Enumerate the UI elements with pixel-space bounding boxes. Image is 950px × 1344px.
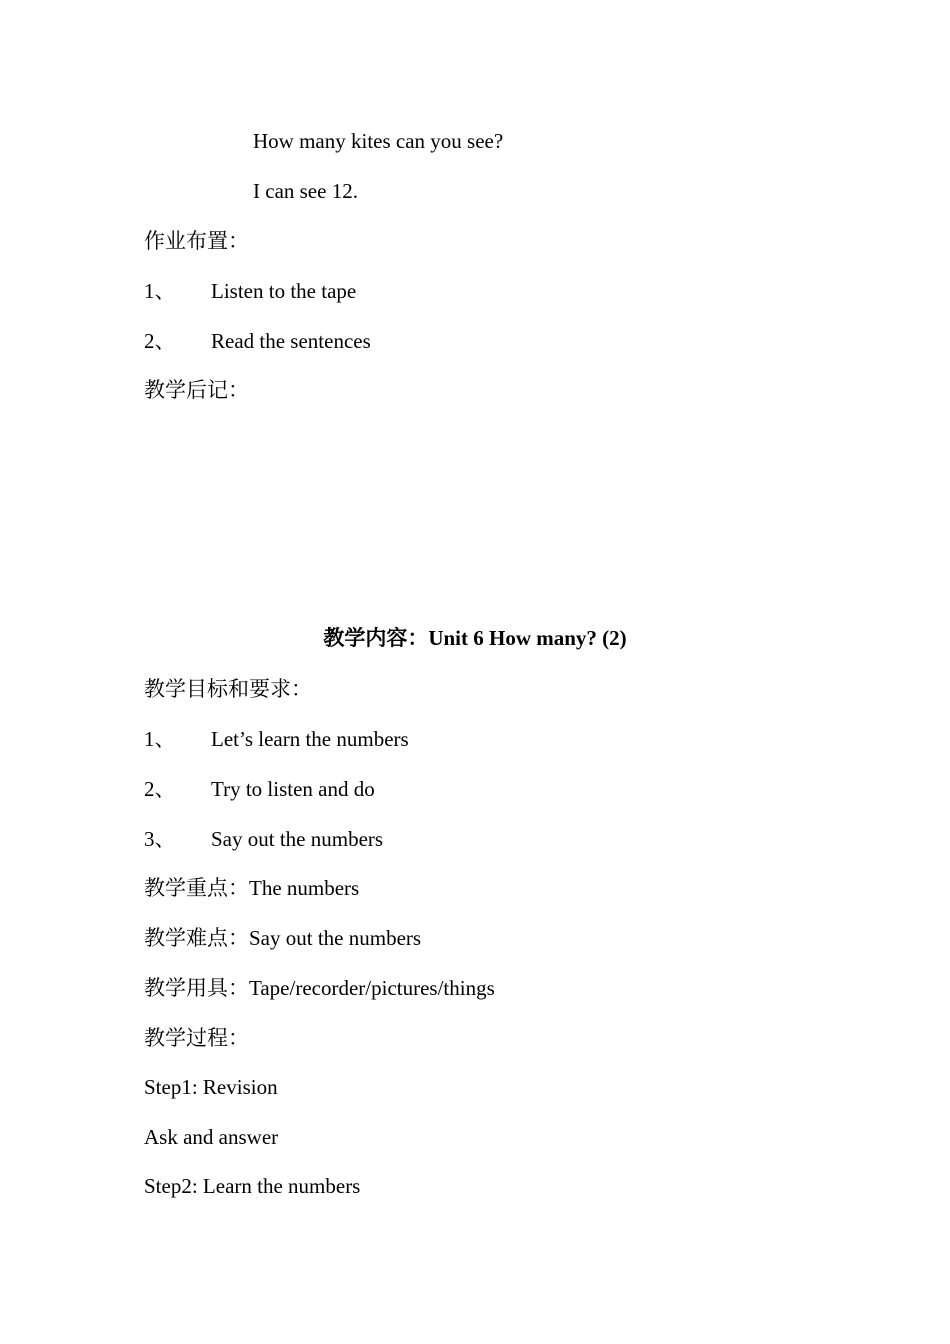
item-text: Read the sentences	[211, 329, 371, 353]
dialogue-line: How many kites can you see?	[253, 129, 504, 153]
item-text: Say out the numbers	[211, 827, 384, 851]
lesson-title: 教学内容：Unit 6 How many? (2)	[323, 626, 627, 650]
step-line: Ask and answer	[144, 1125, 279, 1149]
difficulty: 教学难点：Say out the numbers	[144, 926, 422, 950]
objective-item	[144, 774, 375, 804]
item-number: 2、	[144, 329, 176, 353]
homework-label: 作业布置：	[144, 229, 249, 253]
item-text: Try to listen and do	[211, 777, 375, 801]
teaching-tools: 教学用具：Tape/recorder/pictures/things	[144, 976, 495, 1000]
key-point: 教学重点：The numbers	[144, 876, 360, 900]
item-text: Let’s learn the numbers	[211, 727, 409, 751]
homework-item	[144, 276, 356, 306]
item-number: 1、	[144, 279, 176, 303]
step-line: Step1: Revision	[144, 1075, 278, 1099]
item-number: 3、	[144, 827, 176, 851]
item-number: 1、	[144, 727, 176, 751]
objective-item	[144, 724, 409, 754]
dialogue-line: I can see 12.	[253, 179, 358, 203]
step-line: Step2: Learn the numbers	[144, 1174, 361, 1198]
objective-item	[144, 824, 383, 854]
homework-item	[144, 326, 371, 356]
item-text: Listen to the tape	[211, 279, 357, 303]
objectives-label: 教学目标和要求：	[144, 677, 312, 701]
process-label: 教学过程：	[144, 1026, 249, 1050]
postscript-label: 教学后记：	[144, 378, 249, 402]
item-number: 2、	[144, 777, 176, 801]
